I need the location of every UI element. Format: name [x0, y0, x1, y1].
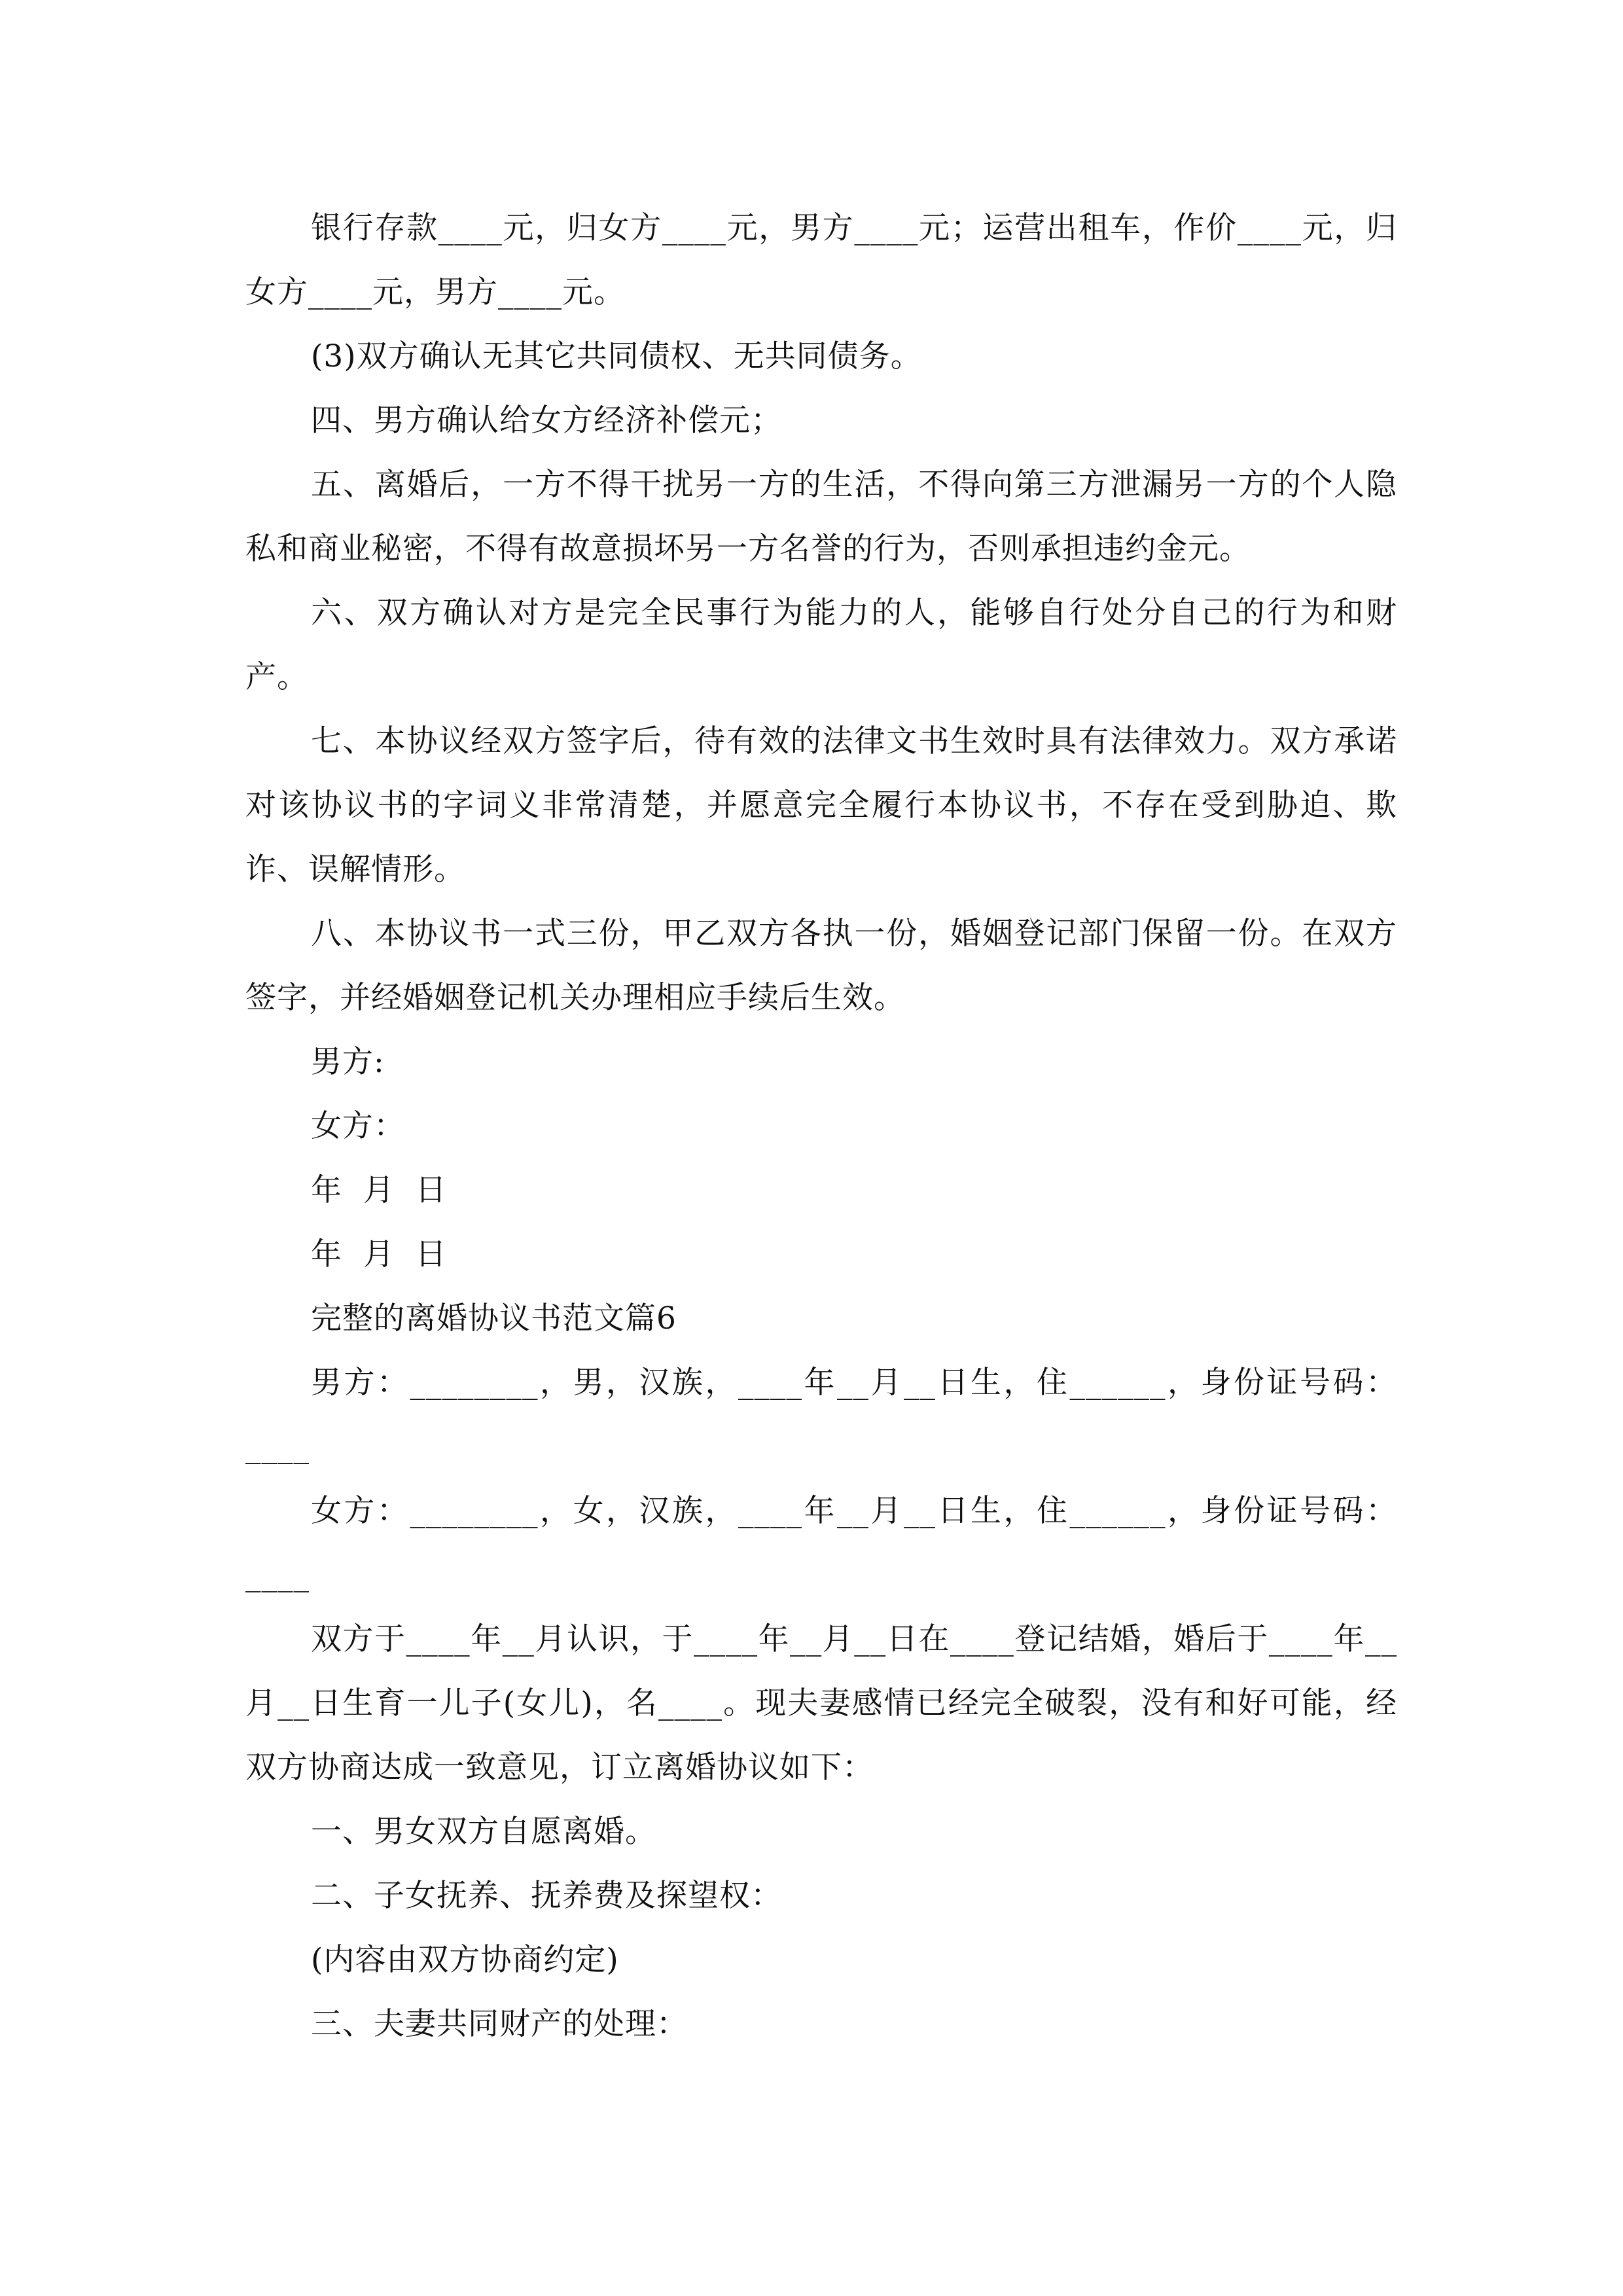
section-title: 完整的离婚协议书范文篇6	[311, 1300, 677, 1336]
paragraph-item-1: 一、男女双方自愿离婚。	[311, 1814, 656, 1850]
paragraph-item-3: 三、夫妻共同财产的处理：	[311, 2006, 688, 2042]
signature-date-1: 年 月 日	[311, 1172, 447, 1208]
paragraph-clause-5: 五、离婚后，一方不得干扰另一方的生活，不得向第三方泄漏另一方的个人隐私和商业秘密，不得有故意损坏另一方名誉的行为，否则承担违约金元。	[245, 467, 1397, 567]
paragraph-no-debts: (3)双方确认无其它共同债权、无共同债务。	[311, 338, 922, 374]
signature-female: 女方：	[311, 1108, 405, 1144]
paragraph-item-2-note: (内容由双方协商约定)	[311, 1942, 619, 1978]
signature-date-2: 年 月 日	[311, 1236, 447, 1272]
paragraph-clause-6: 六、双方确认对方是完全民事行为能力的人，能够自行处分自己的行为和财产。	[245, 595, 1397, 695]
paragraph-bank-deposit: 银行存款____元，归女方____元，男方____元；运营出租车，作价____元，归女方____元，男方____元。	[245, 210, 1397, 310]
party-male-info: 男方：________，男，汉族，____年__月__日生，住______，身份证号码：____	[245, 1365, 1397, 1465]
paragraph-item-2: 二、子女抚养、抚养费及探望权：	[311, 1878, 782, 1914]
party-female-info: 女方：________，女，汉族，____年__月__日生，住______，身份证号码：____	[245, 1493, 1397, 1593]
paragraph-clause-7: 七、本协议经双方签字后，待有效的法律文书生效时具有法律效力。双方承诺对该协议书的字词义非常清楚，并愿意完全履行本协议书，不存在受到胁迫、欺诈、误解情形。	[245, 723, 1397, 888]
signature-male: 男方:	[311, 1044, 385, 1080]
paragraph-clause-8: 八、本协议书一式三份，甲乙双方各执一份，婚姻登记部门保留一份。在双方签字，并经婚姻登记机关办理相应手续后生效。	[245, 916, 1397, 1016]
paragraph-clause-4: 四、男方确认给女方经济补偿元；	[311, 403, 782, 439]
paragraph-marriage-history: 双方于____年__月认识，于____年__月__日在____登记结婚，婚后于____年__月__日生育一儿子(女儿)，名____。现夫妻感情已经完全破裂，没有和好可能，经双方协商达成一致意见，订立离婚协议如下：	[245, 1621, 1397, 1785]
document-body	[245, 196, 1397, 2056]
